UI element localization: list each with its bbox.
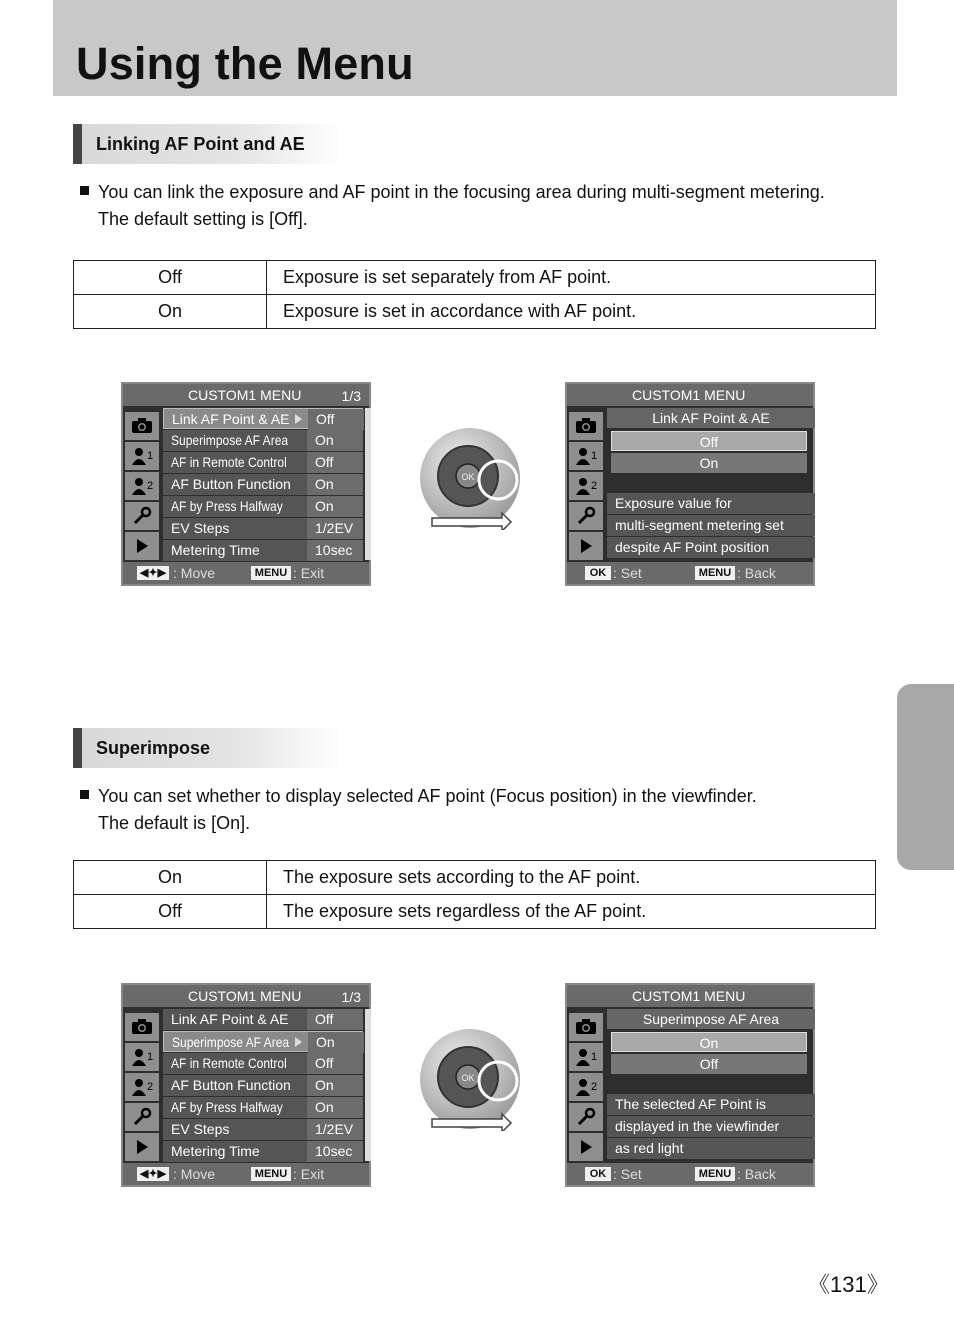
menu-row-label: Metering Time: [171, 1143, 260, 1159]
lcd-page-indicator: 1/3: [341, 388, 361, 404]
lcd-submenu-screen-link: [565, 382, 815, 586]
submenu-description-line: multi-segment metering set: [607, 515, 815, 536]
menu-row-value: 10sec: [315, 1143, 353, 1159]
scrollbar[interactable]: [365, 1009, 371, 1161]
custom2-icon: 2: [569, 472, 603, 500]
menu-row-label: Metering Time: [171, 542, 260, 558]
exit-label: : Exit: [293, 1166, 325, 1182]
lcd-submenu-screen-superimpose: [565, 983, 815, 1187]
arrow-right-icon: [295, 1037, 302, 1047]
menu-row-label: Link AF Point & AE: [172, 411, 290, 427]
submenu-option[interactable]: Off: [611, 1054, 807, 1074]
submenu-heading: Link AF Point & AE: [607, 408, 815, 428]
bullet-superimpose: You can set whether to display selected AF point (Focus position) in the viewfinder. The default is [On].: [80, 783, 757, 837]
custom2-icon: 2: [125, 472, 159, 500]
submenu-heading: Superimpose AF Area: [607, 1009, 815, 1029]
table-row: On Exposure is set in accordance with AF point.: [74, 295, 876, 329]
menu-row[interactable]: [163, 1031, 363, 1052]
menu-row[interactable]: [163, 518, 363, 539]
menu-row-value: 10sec: [315, 542, 353, 558]
move-button-icon: ◀✦▶: [137, 1167, 169, 1181]
options-table-superimpose: [73, 860, 876, 929]
menu-row-label: AF by Press Halfway: [171, 1099, 283, 1115]
lcd-title-bar: [567, 384, 813, 406]
submenu-description-line: displayed in the viewfinder: [607, 1116, 815, 1137]
set-label: : Set: [613, 1166, 642, 1182]
section-heading-text: Superimpose: [96, 738, 211, 758]
bullet-square-icon: [80, 186, 89, 195]
menu-row[interactable]: [163, 1141, 363, 1162]
menu-row-value: On: [315, 498, 334, 514]
menu-icon-column: [125, 408, 159, 560]
menu-row[interactable]: [163, 474, 363, 495]
ok-button-icon: OK: [585, 1167, 611, 1181]
menu-button-icon: MENU: [695, 1167, 735, 1181]
menu-row-label: Superimpose AF Area: [171, 432, 289, 448]
lcd-footer: [567, 1163, 813, 1185]
section-heading-linking: [73, 124, 343, 164]
menu-icon-column: [125, 1009, 159, 1161]
menu-row-value: 1/2EV: [315, 1121, 354, 1137]
lcd-footer: [123, 562, 369, 584]
ok-button-icon: OK: [585, 566, 611, 580]
table-row: Off Exposure is set separately from AF point.: [74, 261, 876, 295]
menu-row-label: Link AF Point & AE: [171, 1011, 289, 1027]
section-heading-superimpose: [73, 728, 343, 768]
menu-row-label: AF in Remote Control: [171, 1055, 287, 1071]
submenu-option[interactable]: Off: [611, 431, 807, 451]
dial-label: OK: [461, 472, 475, 482]
menu-button-icon: MENU: [695, 566, 735, 580]
back-label: : Back: [737, 1166, 776, 1182]
set-label: : Set: [613, 565, 642, 581]
back-label: : Back: [737, 565, 776, 581]
menu-row[interactable]: [163, 1119, 363, 1140]
page-title: Using the Menu: [76, 38, 414, 89]
table-row: On The exposure sets according to the AF point.: [74, 861, 876, 895]
table-row: Off The exposure sets regardless of the AF point.: [74, 895, 876, 929]
menu-row-label: EV Steps: [171, 1121, 230, 1137]
lcd-title-bar: [567, 985, 813, 1007]
menu-row-value: On: [315, 1099, 334, 1115]
menu-row[interactable]: [163, 430, 363, 451]
custom1-icon: 1: [569, 1043, 603, 1071]
custom2-icon: 2: [569, 1073, 603, 1101]
menu-row-value: Off: [316, 411, 335, 427]
menu-row-value: On: [315, 1077, 334, 1093]
move-label: : Move: [173, 565, 216, 581]
submenu-description-line: as red light: [607, 1138, 815, 1159]
menu-row[interactable]: [163, 540, 363, 561]
menu-row-value: On: [315, 476, 334, 492]
options-table-linking: [73, 260, 876, 329]
section-heading-text: Linking AF Point and AE: [96, 134, 305, 154]
menu-icon-column: [569, 408, 603, 560]
lcd-title-bar: [123, 384, 369, 406]
menu-row-value: 1/2EV: [315, 520, 354, 536]
menu-row[interactable]: [163, 496, 363, 517]
menu-row[interactable]: [163, 408, 363, 429]
menu-row[interactable]: [163, 1075, 363, 1096]
play-icon: [569, 532, 603, 560]
menu-row[interactable]: [163, 452, 363, 473]
menu-row-label: Superimpose AF Area: [172, 1034, 290, 1050]
move-label: : Move: [173, 1166, 216, 1182]
custom1-icon: 1: [125, 1043, 159, 1071]
menu-row-value: Off: [315, 1011, 334, 1027]
wrench-icon: [569, 502, 603, 530]
menu-row-label: AF in Remote Control: [171, 454, 287, 470]
menu-icon-column: [569, 1009, 603, 1161]
menu-row-label: AF Button Function: [171, 1077, 291, 1093]
wrench-icon: [569, 1103, 603, 1131]
submenu-description-line: Exposure value for: [607, 493, 815, 514]
menu-row[interactable]: [163, 1097, 363, 1118]
submenu-description-line: despite AF Point position: [607, 537, 815, 558]
move-button-icon: ◀✦▶: [137, 566, 169, 580]
bullet-square-icon: [80, 790, 89, 799]
wrench-icon: [125, 502, 159, 530]
exit-label: : Exit: [293, 565, 325, 581]
menu-row-value: On: [316, 1034, 335, 1050]
lcd-title: CUSTOM1 MENU: [632, 988, 746, 1004]
submenu-description-line: The selected AF Point is: [607, 1094, 815, 1115]
side-tab: [897, 684, 954, 870]
lcd-page-indicator: 1/3: [341, 989, 361, 1005]
camera-icon: [125, 412, 159, 440]
menu-row-value: Off: [315, 1055, 334, 1071]
wrench-icon: [125, 1103, 159, 1131]
menu-row-value: On: [315, 432, 334, 448]
dial-ok-icon: [418, 426, 522, 530]
camera-icon: [569, 1013, 603, 1041]
submenu-option[interactable]: On: [611, 1032, 807, 1052]
bullet-linking: You can link the exposure and AF point in the focusing area during multi-segment metering. The default setting is [Off].: [80, 179, 825, 233]
dial-label: OK: [461, 1073, 475, 1083]
lcd-footer: [123, 1163, 369, 1185]
menu-row[interactable]: [163, 1053, 363, 1074]
menu-row[interactable]: [163, 1009, 363, 1030]
arrow-right-icon: [295, 414, 302, 424]
custom1-icon: 1: [125, 442, 159, 470]
menu-row-value: Off: [315, 454, 334, 470]
menu-row-label: AF by Press Halfway: [171, 498, 283, 514]
play-icon: [569, 1133, 603, 1161]
lcd-menu-screen: [121, 382, 371, 586]
lcd-title: CUSTOM1 MENU: [632, 387, 746, 403]
play-icon: [125, 532, 159, 560]
lcd-title: CUSTOM1 MENU: [188, 988, 302, 1004]
camera-icon: [569, 412, 603, 440]
page-number: 《131》: [808, 1272, 889, 1297]
menu-button-icon: MENU: [251, 566, 291, 580]
lcd-menu-screen: [121, 983, 371, 1187]
custom1-icon: 1: [569, 442, 603, 470]
submenu-option[interactable]: On: [611, 453, 807, 473]
scrollbar[interactable]: [365, 408, 371, 560]
dial-ok-icon: [418, 1027, 522, 1131]
lcd-title-bar: [123, 985, 369, 1007]
play-icon: [125, 1133, 159, 1161]
custom2-icon: 2: [125, 1073, 159, 1101]
lcd-footer: [567, 562, 813, 584]
lcd-title: CUSTOM1 MENU: [188, 387, 302, 403]
menu-button-icon: MENU: [251, 1167, 291, 1181]
menu-row-label: AF Button Function: [171, 476, 291, 492]
camera-icon: [125, 1013, 159, 1041]
menu-row-label: EV Steps: [171, 520, 230, 536]
